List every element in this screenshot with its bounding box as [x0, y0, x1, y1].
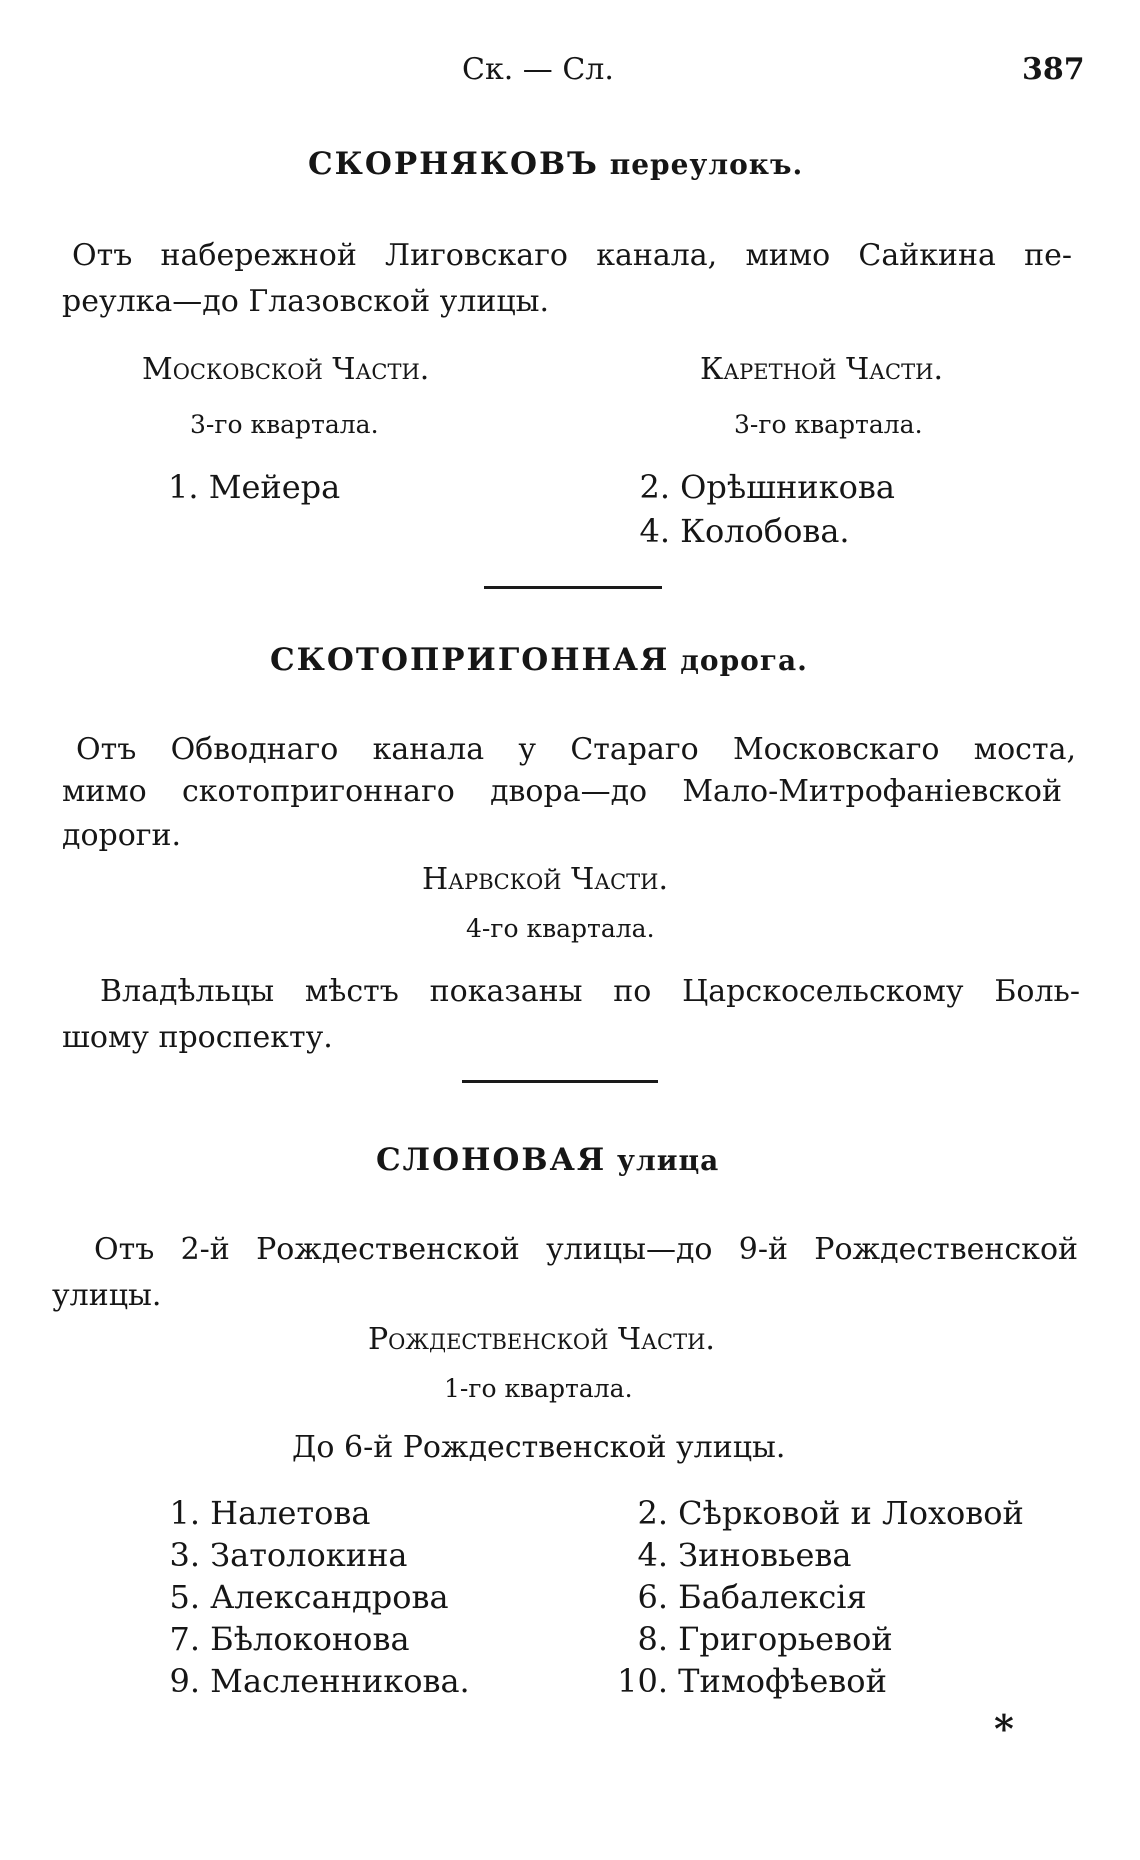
- street-name: СКОРНЯКОВЪ: [308, 146, 599, 182]
- signature-mark: *: [994, 1706, 1014, 1751]
- description-line: мимо скотопригоннаго двора—до Мало-Митрофаніевской: [62, 774, 1062, 809]
- section-title: [376, 1142, 719, 1178]
- list-item: 6. Бабалексія: [637, 1578, 867, 1616]
- list-item: 7. Бѣлоконова: [169, 1620, 410, 1658]
- street-type: дорога.: [680, 644, 808, 677]
- street-name: СЛОНОВАЯ: [376, 1142, 607, 1178]
- running-header: Ск. — Сл.: [462, 52, 614, 87]
- description-line: Отъ набережной Лиговскаго канала, мимо Сайкина пе-: [72, 238, 1072, 273]
- district-part: Рождественской Части.: [368, 1322, 715, 1357]
- district-part: Нарвской Части.: [422, 862, 669, 897]
- description-line: Отъ Обводнаго канала у Стараго Московскаго моста,: [76, 732, 1076, 767]
- street-name: СКОТОПРИГОННАЯ: [270, 642, 670, 678]
- list-item: 8. Григорьевой: [637, 1620, 893, 1658]
- district-part: Каретной Части.: [700, 352, 943, 387]
- list-item: 2. Орѣшникова: [639, 468, 895, 506]
- subheading: До 6-й Рождественской улицы.: [292, 1430, 786, 1465]
- description-line: реулка—до Глазовской улицы.: [62, 284, 550, 319]
- list-item: 5. Александрова: [169, 1578, 449, 1616]
- list-item: 2. Сѣрковой и Лоховой: [637, 1494, 1024, 1532]
- list-item: 1. Мейера: [168, 468, 341, 506]
- description-line: дороги.: [62, 818, 182, 853]
- note-line: Владѣльцы мѣстъ показаны по Царскосельскому Боль-: [100, 974, 1080, 1009]
- street-type: улица: [617, 1144, 720, 1177]
- list-item: 10. Тимофѣевой: [617, 1662, 887, 1700]
- section-divider: [484, 586, 662, 589]
- page-number: 387: [1022, 52, 1085, 87]
- quarter-label: 3-го квартала.: [190, 410, 379, 439]
- description-line: Отъ 2-й Рождественской улицы—до 9-й Рождественской: [94, 1232, 1078, 1267]
- list-item: 1. Налетова: [169, 1494, 371, 1532]
- quarter-label: 1-го квартала.: [444, 1374, 633, 1403]
- street-type: переулокъ.: [609, 148, 804, 181]
- quarter-label: 4-го квартала.: [466, 914, 655, 943]
- note-line: шому проспекту.: [62, 1020, 333, 1055]
- section-title: [270, 642, 808, 678]
- list-item: 3. Затолокина: [169, 1536, 408, 1574]
- list-item: 9. Масленникова.: [169, 1662, 470, 1700]
- quarter-label: 3-го квартала.: [734, 410, 923, 439]
- district-part: Московской Части.: [142, 352, 430, 387]
- description-line: улицы.: [52, 1278, 162, 1313]
- section-title: [308, 146, 803, 182]
- list-item: 4. Зиновьева: [637, 1536, 852, 1574]
- list-item: 4. Колобова.: [639, 512, 850, 550]
- section-divider: [462, 1080, 658, 1083]
